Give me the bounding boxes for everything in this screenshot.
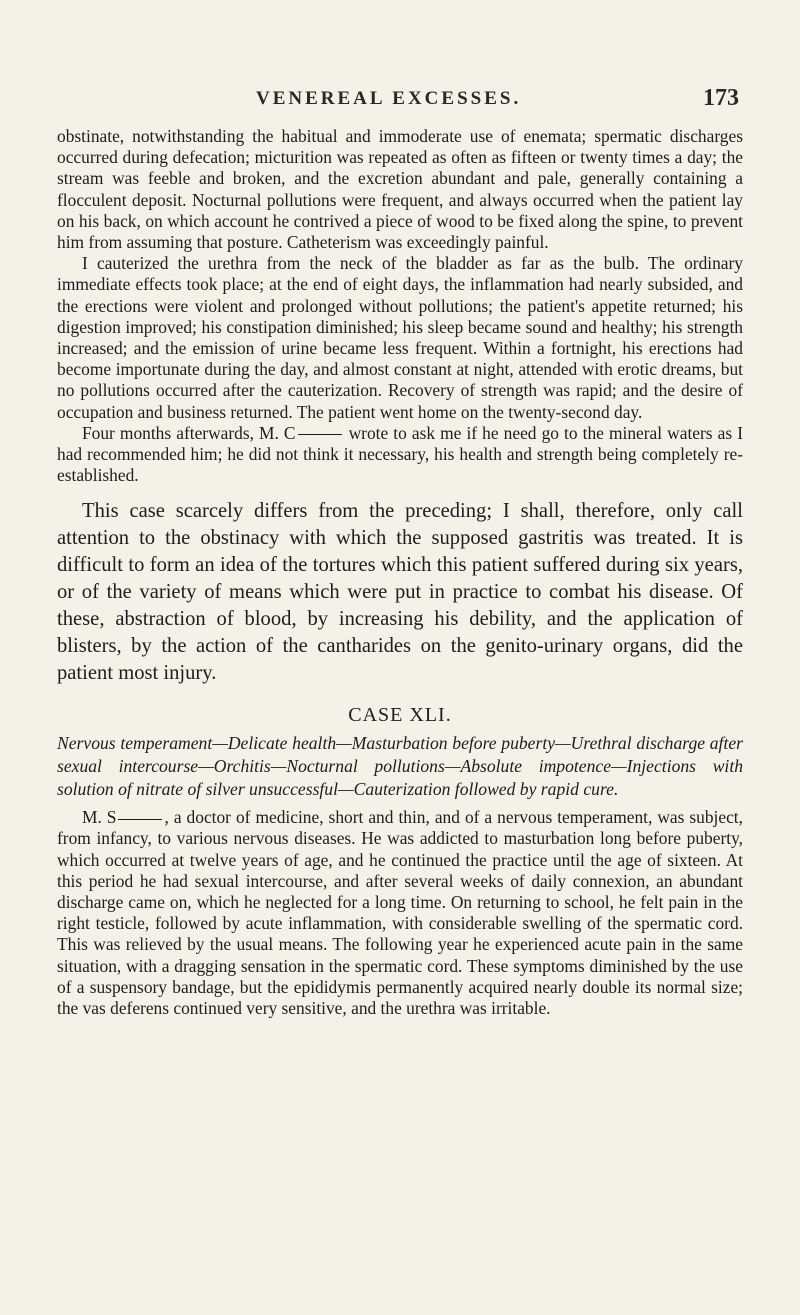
case-history-text-start: M. S [82, 807, 117, 828]
page-number: 173 [703, 85, 739, 111]
body-text [57, 126, 743, 1019]
case-heading: CASE XLI. [348, 704, 452, 727]
name-blank [298, 434, 342, 435]
running-head: VENEREAL EXCESSES. [256, 88, 522, 109]
case-history-text-end: , a doctor of medicine, short and thin, and of a nervous temperament, was subject, from infancy, to various nervous diseases. He was addicted to masturbation long before puberty, which occurred at twelve years of age, and he continued the practice until the age of sixteen. At this period he had sexual intercourse, and after several weeks of daily connexion, an abundant discharge came on, which he neglected for a long time. On returning to school, he felt pain in the right testicle, followed by acute inflammation, with considerable swelling of the spermatic cord. This was relieved by the usual means. The following year he experienced acute pain in the same situation, with a dragging sensation in the spermatic cord. These symptoms diminished by the use of a suspensory bandage, but the epididymis permanently acquired nearly double its normal size; the vas deferens continued very sensitive, and the urethra was irritable. [57, 807, 743, 1019]
paragraph-cauterization: I cauterized the urethra from the neck of the bladder as far as the bulb. The ordinary immediate effects took place; at the end of eight days, the inflammation had nearly subsided, and the erections were violent and prolonged without pollutions; the patient's appetite returned; his digestion improved; his constipation diminished; his sleep became sound and healthy; his strength increased; and the emission of urine became less frequent. Within a fortnight, his erections had become importunate during the day, and almost constant at night, attended with erotic dreams, but no pollutions occurred after the cauterization. Recovery of strength was rapid; and the desire of occupation and business returned. The patient went home on the twenty-second day. [57, 253, 743, 422]
paragraph-commentary: This case scarcely differs from the preceding; I shall, therefore, only call attention to the obstinacy with which the supposed gastritis was treated. It is difficult to form an idea of the tortures which this patient suffered during six years, or of the variety of means which were put in practice to combat his disease. Of these, abstraction of blood, by increasing his debility, and the application of blisters, by the action of the cantharides on the genito-urinary organs, did the patient most injury. [57, 500, 743, 685]
case-summary: Nervous temperament—Delicate health—Masturbation before puberty—Urethral discharge after sexual intercourse—Orchitis—Nocturnal pollutions—Absolute impotence—Injections with solution of nitrate of silver unsuccessful—Cauterization followed by rapid cure. [57, 733, 743, 799]
follow-up-text-end: wrote to ask me if he need go to the mineral waters as I had recommended him; he did not think it necessary, his health and strength being completely re-established. [57, 422, 743, 486]
follow-up-text-start: Four months afterwards, M. C [82, 422, 296, 443]
name-blank [118, 819, 162, 820]
paragraph-follow-up [57, 423, 743, 487]
paragraph-case-history [57, 807, 743, 1019]
paragraph-continuation: obstinate, notwithstanding the habitual and immoderate use of enemata; spermatic discharges occurred during defecation; micturition was repeated as often as fifteen or twenty times a day; the stream was feeble and broken, and the excretion abundant and pale, generally containing a flocculent deposit. Nocturnal pollutions were frequent, and always occurred when the patient lay on his back, on which account he contrived a piece of wood to be fixed along the spine, to prevent him from assuming that posture. Catheterism was exceedingly painful. [57, 126, 743, 253]
